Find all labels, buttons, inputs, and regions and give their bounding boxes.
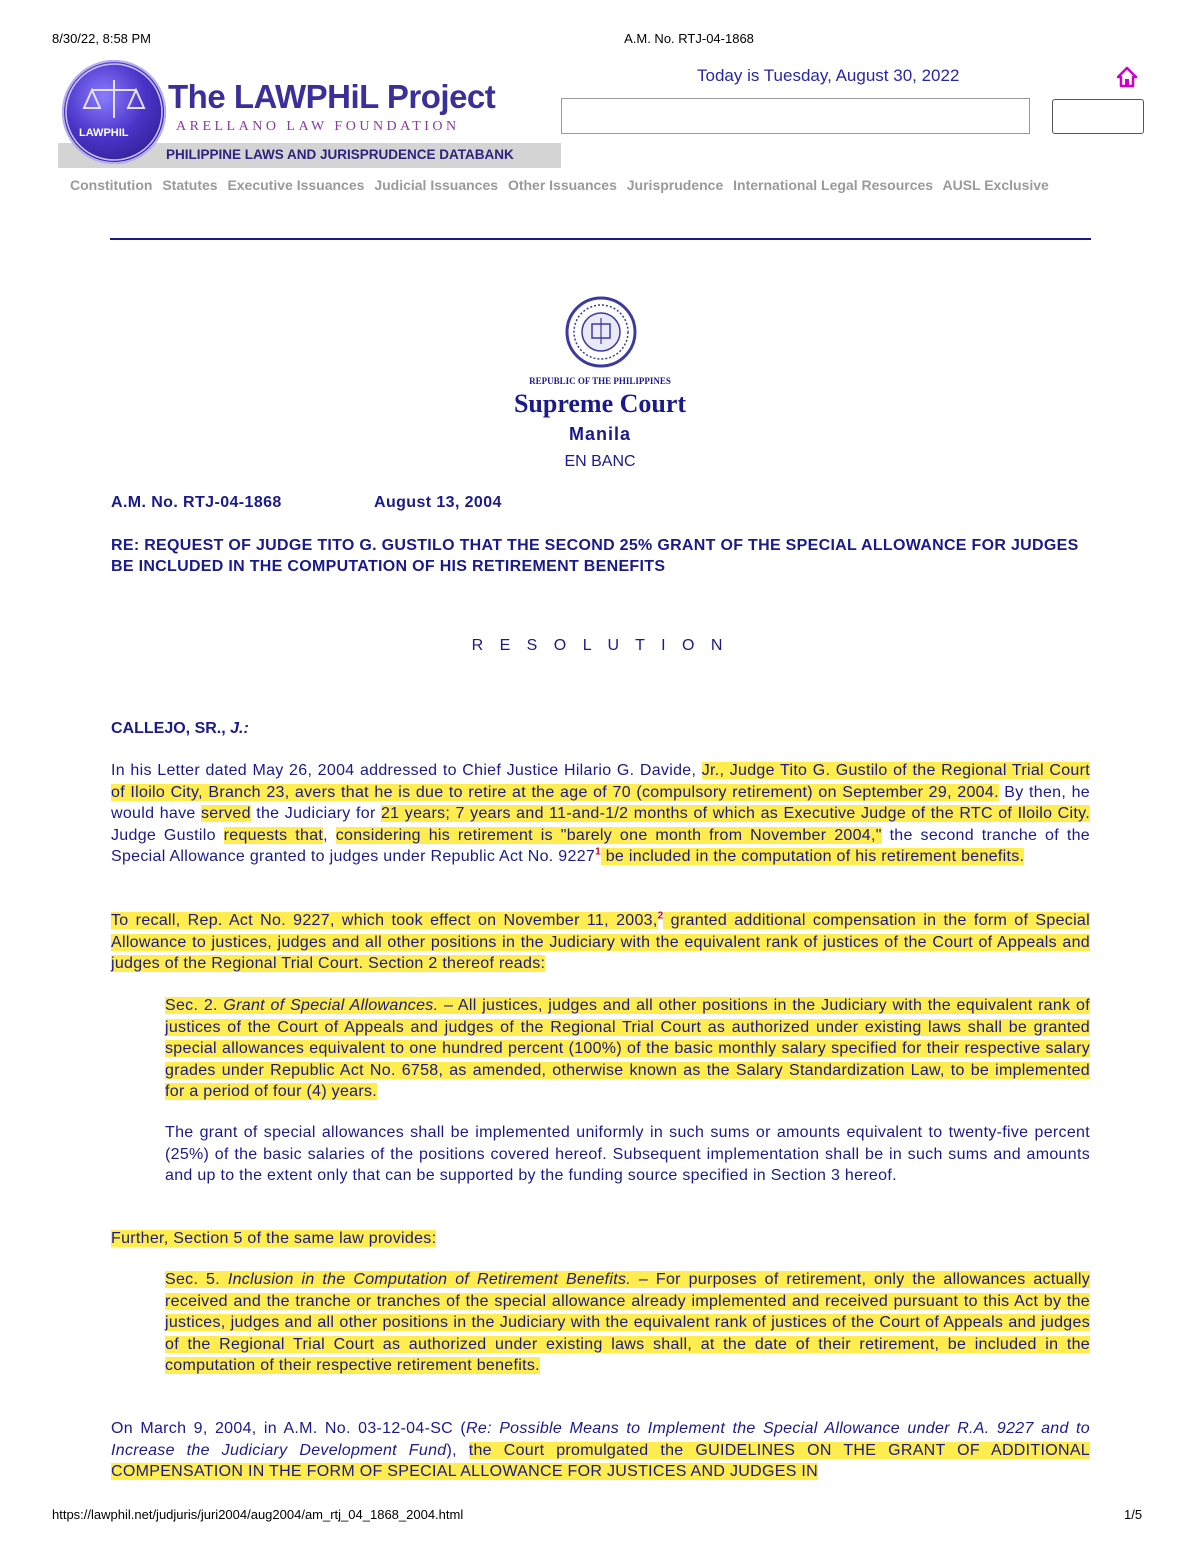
resolution-heading: R E S O L U T I O N [471, 637, 729, 654]
highlight: Jr., Judge Tito G. Gustilo of the Regional Trial Court of Iloilo City, Branch 23, avers that he is due to retire at the age of 70 (compulsory retirement) on September 29, 2004. [111, 762, 1090, 801]
highlight: his retirement is "barely one month from November 2004," [420, 826, 882, 844]
nav-ausl-exclusive[interactable]: AUSL Exclusive [942, 177, 1049, 193]
highlight: Sec. 2. [165, 997, 224, 1014]
highlight: To recall, Rep. Act No. 9227 [111, 912, 330, 929]
highlight: Sec. 5. [165, 1271, 228, 1288]
logo-subtitle: ARELLANO LAW FOUNDATION [176, 119, 460, 134]
footnote-link-1[interactable]: 1 [595, 846, 601, 858]
highlight: served [201, 805, 251, 822]
ponente-suffix: J.: [230, 720, 249, 737]
print-datetime: 8/30/22, 8:58 PM [52, 31, 152, 46]
search-input[interactable] [561, 98, 1030, 134]
highlight: Further, Section 5 of the same law provides: [111, 1230, 437, 1247]
quote-section-2-cont: The grant of special allowances shall be implemented uniformly in such sums or amounts equivalent to twenty-five percent (25%) of the basic salaries of the positions covered hereof. Subsequent implementation shall be in such sums and amounts and up to the extent only that can be supported by the funding source specified in Section 3 hereof. [165, 1124, 1090, 1184]
quote-section-2 [165, 995, 1090, 1103]
highlight: Inclusion in the Computation of Retirement Benefits. [227, 1271, 632, 1288]
print-doc-title: A.M. No. RTJ-04-1868 [624, 31, 754, 46]
today-date: Today is Tuesday, August 30, 2022 [697, 66, 960, 85]
republic-label: REPUBLIC OF THE PHILIPPINES [529, 376, 671, 386]
highlight: 21 years; 7 years and 11-and-1/2 months of which as Executive Judge of the RTC of Iloilo City. [380, 805, 1090, 822]
text-run: In his Letter dated May 26, 2004 addressed to Chief Justice Hilario G. Davide, [111, 762, 702, 779]
text-run: ), [446, 1441, 469, 1459]
logo-title: The LAWPHiL Project [168, 78, 496, 115]
highlight: be included in the computation of his retirement benefits. [600, 848, 1025, 865]
logo-emblem-icon [62, 60, 166, 164]
footnote-link-2[interactable]: 2 [657, 910, 664, 922]
highlight: requests that [223, 826, 324, 844]
search-button[interactable] [1052, 99, 1144, 134]
case-date: August 13, 2004 [374, 494, 502, 511]
paragraph-2 [111, 910, 1090, 975]
text-run: the second tranche of the Special Allowance granted to judges under Republic Act No. 9227 [111, 826, 1090, 865]
highlight: – All justices, judges and all other positions in the Judiciary with the equivalent rank of justices of the Court of Appeals and judges of the Regional Trial Court as authorized under existing laws shall be granted special allowances equivalent to one hundred percent (100%) of the basic monthly salary specified for their respective salary grades under Republic Act No. 6758, as amended, otherwise known as the Salary Standardization Law, to be implemented for a period of four (4) years. [165, 997, 1090, 1100]
main-nav [70, 177, 1055, 193]
text-run: On March 9, 2004, in A.M. No. 03-12-04-SC ( [111, 1420, 467, 1437]
text-run: Re: Possible Means to Implement the Special Allowance under R.A. 9227 and to Increase the Judiciary Development Fund [111, 1420, 1090, 1459]
nav-constitution[interactable]: Constitution [70, 177, 153, 193]
paragraph-4 [111, 1418, 1090, 1483]
highlight: – For purposes of retirement, only the allowances actually received and the tranche or tranches of the special allowance already implemented and received pursuant to this Act by the justices, judges and all other positions in the Judiciary with the equivalent rank of justices of the Court of Appeals and judges of the Regional Trial Court as authorized under existing laws shall, at the date of their retirement, be included in the computation of their respective retirement benefits. [165, 1271, 1090, 1374]
case-number: A.M. No. RTJ-04-1868 [111, 494, 282, 511]
paragraph-3 [111, 1228, 1090, 1250]
print-url: https://lawphil.net/judjuris/juri2004/aug2004/am_rtj_04_1868_2004.html [52, 1507, 464, 1522]
highlight: , which took effect on November 11, 2003, [329, 912, 658, 929]
highlight: Grant of Special Allowances. [223, 997, 439, 1014]
court-division: EN BANC [564, 453, 636, 470]
home-icon[interactable] [1116, 66, 1138, 88]
nav-international-legal-resources[interactable]: International Legal Resources [733, 177, 934, 193]
paragraph-1 [111, 760, 1090, 868]
highlight: granted additional compensation in the form of Special Allowance to justices, judges and all other positions in the Judiciary with the equivalent rank of justices of the Court of Appeals and judges of the Regional Trial Court. Section 2 thereof reads: [111, 912, 1090, 972]
highlight: considering [335, 826, 421, 844]
logo-tagline: PHILIPPINE LAWS AND JURISPRUDENCE DATABANK [166, 147, 514, 162]
print-page-number: 1/5 [1124, 1507, 1143, 1522]
logo-inner-text: LAWPHIL [79, 127, 129, 139]
case-title: RE: REQUEST OF JUDGE TITO G. GUSTILO THAT THE SECOND 25% GRANT OF THE SPECIAL ALLOWANCE FOR JUDGES BE INCLUDED IN THE COMPUTATION OF HIS RETIREMENT BENEFITS [111, 537, 1079, 575]
nav-other-issuances[interactable]: Other Issuances [507, 177, 617, 193]
supreme-court-seal-icon [565, 296, 637, 368]
nav-statutes[interactable]: Statutes [162, 177, 218, 193]
text-run: the Judiciary for [250, 805, 381, 822]
text-run: , [323, 826, 336, 844]
header-divider [110, 238, 1091, 240]
nav-executive-issuances[interactable]: Executive Issuances [227, 177, 365, 193]
nav-judicial-issuances[interactable]: Judicial Issuances [374, 177, 499, 193]
text-run: Judge Gustilo [111, 826, 224, 844]
highlight: the Court promulgated the GUIDELINES ON THE GRANT OF ADDITIONAL COMPENSATION IN THE FORM OF SPECIAL ALLOWANCE FOR JUSTICES AND JUDGES IN [111, 1441, 1090, 1480]
ponente-name: CALLEJO, SR., [111, 720, 226, 737]
quote-section-5 [165, 1269, 1090, 1377]
court-city: Manila [568, 424, 631, 444]
court-name: Supreme Court [513, 389, 687, 418]
ponente [111, 720, 249, 738]
text-run: By then, he would have [111, 783, 1090, 822]
nav-jurisprudence[interactable]: Jurisprudence [626, 177, 724, 193]
